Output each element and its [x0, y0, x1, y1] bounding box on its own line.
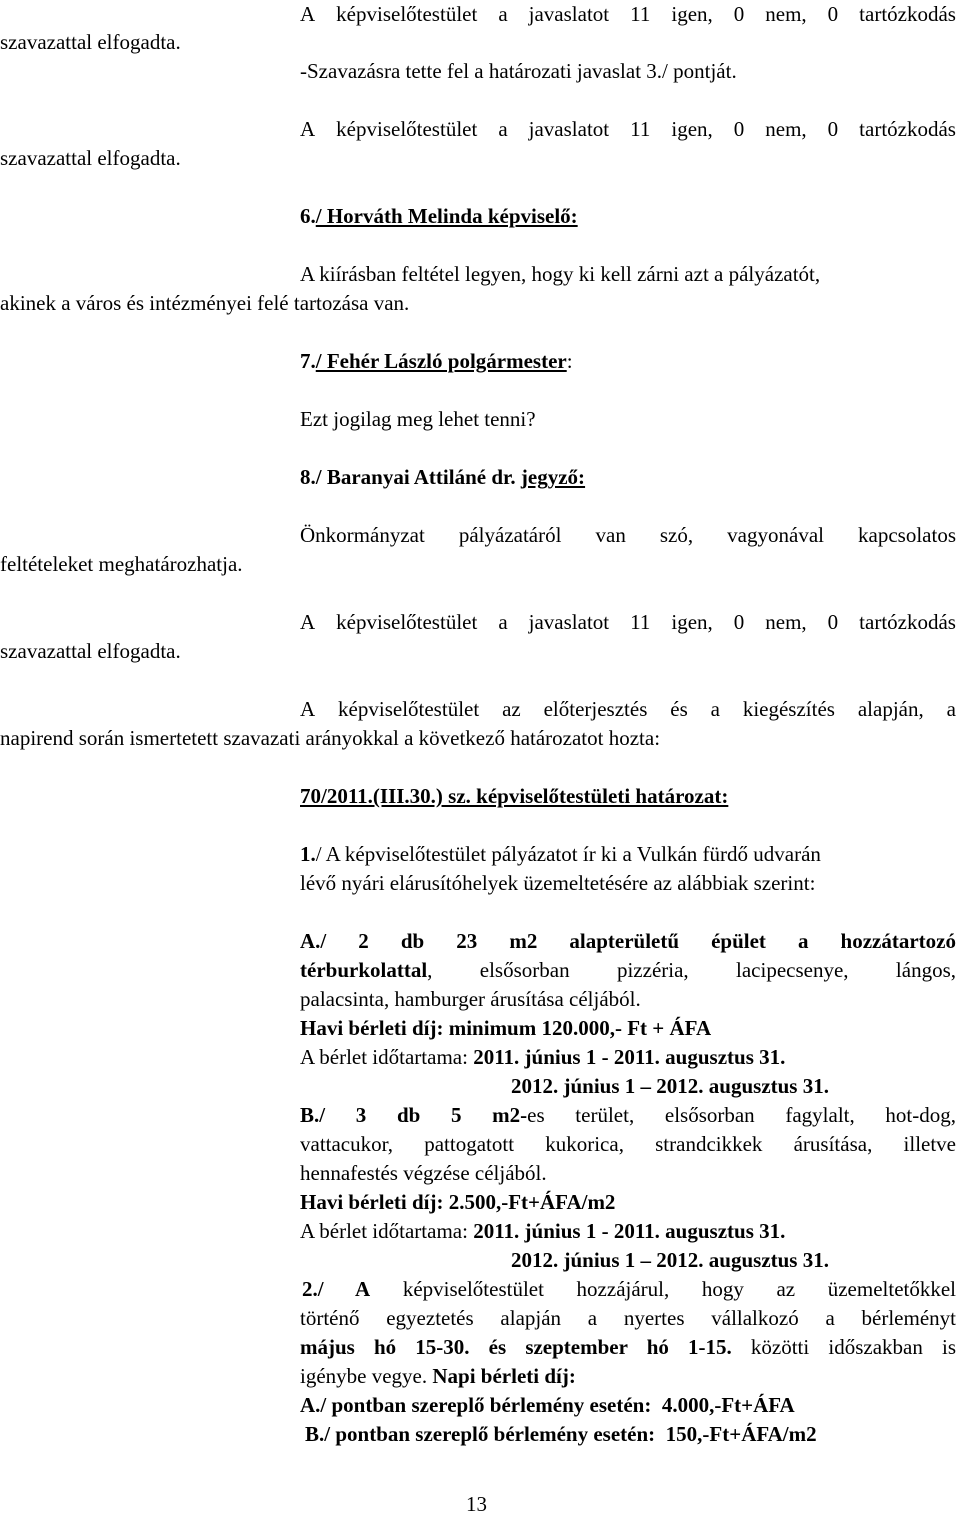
word: A [300, 117, 316, 141]
word: A [300, 2, 316, 26]
text-line: szavazattal elfogadta. [0, 146, 181, 170]
speaker-heading [300, 463, 585, 492]
text-line [300, 1362, 576, 1391]
rent-period-value: 2012. június 1 – 2012. augusztus 31. [511, 1074, 829, 1098]
item-text: közötti időszakban is [731, 1335, 956, 1359]
speaker-heading [300, 347, 573, 376]
word: A [300, 610, 316, 634]
word: a [710, 697, 720, 721]
word: az [502, 697, 521, 721]
word: képviselőtestület [336, 2, 478, 26]
speaker-name: 8./ Baranyai Attiláné dr. [300, 465, 521, 489]
text-line: hennafestés végzése céljából. [300, 1161, 547, 1185]
text-line: -Szavazásra tette fel a határozati javaslat 3./ pontját. [300, 59, 737, 83]
daily-fee: B./ pontban szereplő bérlemény esetén: 150,-Ft+ÁFA/m2 [305, 1422, 817, 1446]
word: előterjesztés [543, 697, 648, 721]
word: 0 [733, 610, 745, 634]
word: nem, [765, 2, 807, 26]
rent-period [300, 1217, 785, 1246]
word: 0 [827, 117, 839, 141]
word: szó, [659, 523, 694, 547]
text-line: akinek a város és intézményei felé tartozása van. [0, 291, 410, 315]
rent-period-value: 2012. június 1 – 2012. augusztus 31. [511, 1248, 829, 1272]
item-number: 1. [300, 842, 316, 866]
word: pályázatáról [458, 523, 562, 547]
resolution-title: 70/2011.(III.30.) sz. képviselőtestületi határozat: [300, 784, 729, 808]
text-line [300, 695, 956, 724]
rent-period-value: 2011. június 1 - 2011. augusztus 31. [473, 1045, 786, 1069]
speaker-heading [300, 202, 578, 231]
word: van [595, 523, 626, 547]
word: a [498, 2, 508, 26]
item-text: es terület, elsősorban fagylalt, hot-dog, [527, 1103, 956, 1127]
page-number: 13 [466, 1492, 487, 1516]
item-text: igénybe vegye. [300, 1364, 433, 1388]
word: 11 [630, 117, 651, 141]
word: kiegészítés [742, 697, 835, 721]
word: 0 [827, 2, 839, 26]
word: képviselőtestület [338, 697, 480, 721]
word: kapcsolatos [858, 523, 956, 547]
text-line: lévő nyári elárusítóhelyek üzemeltetésére az alábbiak szerint: [300, 871, 816, 895]
text-line [302, 1275, 956, 1304]
text-line: szavazattal elfogadta. [0, 30, 181, 54]
word: A [300, 697, 316, 721]
word: 0 [827, 610, 839, 634]
word: képviselőtestület [336, 610, 478, 634]
speaker-name: / Horváth Melinda képviselő: [315, 204, 578, 228]
word: javaslatot [528, 610, 610, 634]
word: igen, [671, 2, 713, 26]
item-number: 2./ A [302, 1277, 371, 1301]
word: nem, [765, 117, 807, 141]
text-line [300, 1101, 956, 1130]
text-line: Ezt jogilag meg lehet tenni? [300, 407, 536, 431]
word: nem, [765, 610, 807, 634]
word: tartózkodás [859, 117, 956, 141]
text-line [300, 521, 956, 550]
word: 0 [733, 2, 745, 26]
word: vagyonával [727, 523, 824, 547]
item-text: / A képviselőtestület pályázatot ír ki a Vulkán fürdő udvarán [315, 842, 821, 866]
text-line [300, 608, 956, 637]
text-line [300, 0, 956, 29]
rent-period-label: A bérlet időtartama: [300, 1219, 474, 1243]
word: Önkormányzat [300, 523, 425, 547]
text-line: A./ 2 db 23 m2 alapterületű épület a hozzátartozó [300, 929, 956, 953]
word: igen, [671, 117, 713, 141]
text-line [300, 1333, 956, 1362]
rent-fee: Havi bérleti díj: minimum 120.000,- Ft + ÁFA [300, 1016, 712, 1040]
text-line: A kiírásban feltétel legyen, hogy ki kell zárni azt a pályázatót, [300, 262, 821, 286]
daily-fee: A./ pontban szereplő bérlemény esetén: 4.000,-Ft+ÁFA [300, 1393, 795, 1417]
word: javaslatot [528, 2, 610, 26]
word: a [946, 697, 956, 721]
text-line: történő egyeztetés alapján a nyertes vállalkozó a bérleményt [300, 1306, 956, 1330]
rent-fee: Havi bérleti díj: 2.500,-Ft+ÁFA/m2 [300, 1190, 616, 1214]
text-line: palacsinta, hamburger árusítása céljából. [300, 987, 641, 1011]
item-number: 6. [300, 204, 316, 228]
word: javaslatot [528, 117, 610, 141]
item-text: , elsősorban pizzéria, lacipecsenye, lángos, [427, 958, 956, 982]
speaker-name: / Fehér László polgármester [315, 349, 567, 373]
word: alapján, [857, 697, 924, 721]
text-line [300, 956, 956, 985]
text-line [300, 115, 956, 144]
word: igen, [671, 610, 713, 634]
bold-text: B./ 3 db 5 m2- [300, 1103, 528, 1127]
word: 11 [630, 610, 651, 634]
daily-fee-label: Napi bérleti díj: [432, 1364, 576, 1388]
word: a [498, 117, 508, 141]
colon: : [566, 349, 573, 373]
word: és [670, 697, 688, 721]
word: képviselőtestület [336, 117, 478, 141]
text-line: feltételeket meghatározhatja. [0, 552, 243, 576]
bold-text: május hó 15-30. és szeptember hó 1-15. [300, 1335, 732, 1359]
word: 11 [630, 2, 651, 26]
word: a [498, 610, 508, 634]
text-line: szavazattal elfogadta. [0, 639, 181, 663]
rent-period [300, 1043, 785, 1072]
rent-period-value: 2011. június 1 - 2011. augusztus 31. [473, 1219, 786, 1243]
text-line [300, 840, 821, 869]
text-line: napirend során ismertetett szavazati arányokkal a következő határozatot hozta: [0, 726, 661, 750]
text-line: vattacukor, pattogatott kukorica, strandcikkek árusítása, illetve [300, 1132, 956, 1156]
item-text: képviselőtestület hozzájárul, hogy az üzemeltetőkkel [370, 1277, 956, 1301]
speaker-role: jegyző: [520, 465, 586, 489]
item-number: 7. [300, 349, 316, 373]
bold-text: térburkolattal [300, 958, 428, 982]
word: tartózkodás [859, 610, 956, 634]
rent-period-label: A bérlet időtartama: [300, 1045, 474, 1069]
word: tartózkodás [859, 2, 956, 26]
word: 0 [733, 117, 745, 141]
